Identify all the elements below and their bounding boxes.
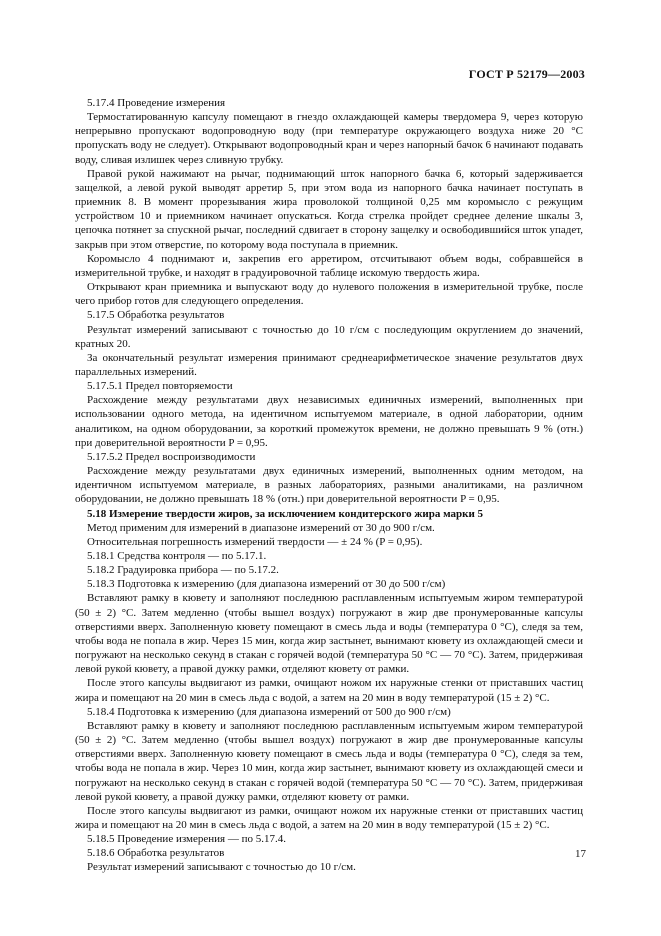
paragraph: Вставляют рамку в кювету и заполняют последнюю расплавленным испытуемым жиром температурой (50 ± 2) °С. Затем медленно (чтобы вышел воздух) погружают в жир две пронумерованные капсулы отверстиями вверх. Заполненную кювету помещают в смесь льда и воды (температура 0 °С), следя за тем, чтобы вода не попала в жир. Через 10 мин, когда жир застынет, вынимают кювету из охлаждающей смеси и погружают на несколько секунд в стакан с горячей водой (температура 50 °С — 70 °С). Затем, придерживая левой рукой кювету, а правой дужку рамки, отделяют кювету от рамки. [75, 719, 583, 803]
paragraph: Открывают кран приемника и выпускают воду до нулевого положения в измерительной трубке, после чего прибор готов для следующего определения. [75, 281, 583, 308]
section-heading: 5.17.5.1 Предел повторяемости [87, 380, 233, 393]
paragraph: Относительная погрешность измерений твердости — ± 24 % (P = 0,95). [87, 535, 423, 548]
paragraph: Коромысло 4 поднимают и, закрепив его арретиром, отсчитывают объем воды, собравшейся в измерительной трубке, и находят в градуировочной таблице искомую твердость жира. [75, 252, 583, 279]
section-heading: 5.18.2 Градуировка прибора — по 5.17.2. [87, 564, 279, 577]
section-heading: 5.18.6 Обработка результатов [87, 847, 225, 860]
paragraph: Вставляют рамку в кювету и заполняют последнюю расплавленным испытуемым жиром температурой (50 ± 2) °С. Затем медленно (чтобы вышел воздух) погружают в жир две пронумерованные капсулы отверстиями вверх. Заполненную кювету помещают в смесь льда и воды (температура 0 °С), следя за тем, чтобы вода не попала в жир. Через 15 мин, когда жир застынет, вынимают кювету из охлаждающей смеси и погружают на несколько секунд в стакан с горячей водой (температура 50 °С — 70 °С). Затем, придерживая левой рукой кювету, а правой дужку рамки, отделяют кювету от рамки. [75, 592, 583, 676]
section-heading: 5.17.4 Проведение измерения [87, 97, 226, 109]
section-heading: 5.18.5 Проведение измерения — по 5.17.4. [87, 833, 286, 846]
section-heading: 5.18.4 Подготовка к измерению (для диапазона измерений от 500 до 900 г/см) [87, 705, 451, 718]
paragraph: За окончательный результат измерения принимают среднеарифметическое значение результатов двух параллельных измерений. [75, 351, 583, 378]
paragraph: Термостатированную капсулу помещают в гнездо охлаждающей камеры твердомера 9, через которую непрерывно пропускают водопроводную воду (при температуре окружающего воздуха ниже 20 °С пропускать воду не следует). Открывают водопроводный кран и через напорный бачок 6 начинают подавать воду, сливая излишек через сливную трубку. [75, 111, 583, 166]
section-heading: Результат измерений записывают с точностью до 10 г/см. [87, 861, 356, 874]
page-number: 17 [575, 848, 586, 860]
document-id: ГОСТ Р 52179—2003 [468, 67, 585, 81]
section-heading: 5.18.3 Подготовка к измерению (для диапазона измерений от 30 до 500 г/см) [87, 578, 446, 591]
paragraph: После этого капсулы выдвигают из рамки, очищают ножом их наружные стенки от приставших частиц жира и помещают на 20 мин в смесь льда с водой, а затем на 20 мин в воду температурой (15 ± 2) °С. [75, 677, 583, 704]
paragraph: После этого капсулы выдвигают из рамки, очищают ножом их наружные стенки от приставших частиц жира и помещают на 20 мин в смесь льда с водой, а затем на 20 мин в воду температурой (15 ± 2) °С. [75, 804, 583, 831]
paragraph: Результат измерений записывают с точностью до 10 г/см с последующим округлением до значений, кратных 20. [75, 323, 583, 350]
paragraph: Расхождение между результатами двух независимых единичных измерений, выполненных при использовании одного метода, на идентичном испытуемом материале, в одной лаборатории, одним аналитиком, на одном оборудовании, за короткий промежуток времени, не должно превышать 9 % (отн.) при доверительной вероятности P = 0,95. [75, 394, 583, 449]
paragraph: Метод применим для измерений в диапазоне измерений от 30 до 900 г/см. [87, 521, 435, 534]
paragraph: Правой рукой нажимают на рычаг, поднимающий шток напорного бачка 6, который задерживается защелкой, а левой рукой выводят арретир 5, при этом вода из напорного бачка начинает поступать в приемник 8. В момент прорезывания жира проволокой толщиной 0,25 мм коромысло с режущим устройством 10 и приемником начинает опускаться. Когда стрелка пройдет среднее деление шкалы 3, цепочка потянет за спускной рычаг, последний сдвигает в сторону защелку и освободившийся шток упадет, закрыв при этом отверстие, по которому вода поступала в приемник. [75, 167, 583, 251]
section-heading-bold: 5.18 Измерение твердости жиров, за исключением кондитерского жира марки 5 [87, 507, 484, 520]
section-heading: 5.17.5.2 Предел воспроизводимости [87, 450, 256, 463]
section-heading: 5.17.5 Обработка результатов [87, 309, 225, 322]
section-heading: 5.18.1 Средства контроля — по 5.17.1. [87, 550, 267, 562]
paragraph: Расхождение между результатами двух единичных измерений, выполненных одним методом, на идентичном испытуемом материале, в разных лабораториях, разными аналитиками, на различном оборудовании, не должно превышать 18 % (отн.) при доверительной вероятности P = 0,95. [75, 465, 583, 506]
page-body [75, 96, 583, 875]
